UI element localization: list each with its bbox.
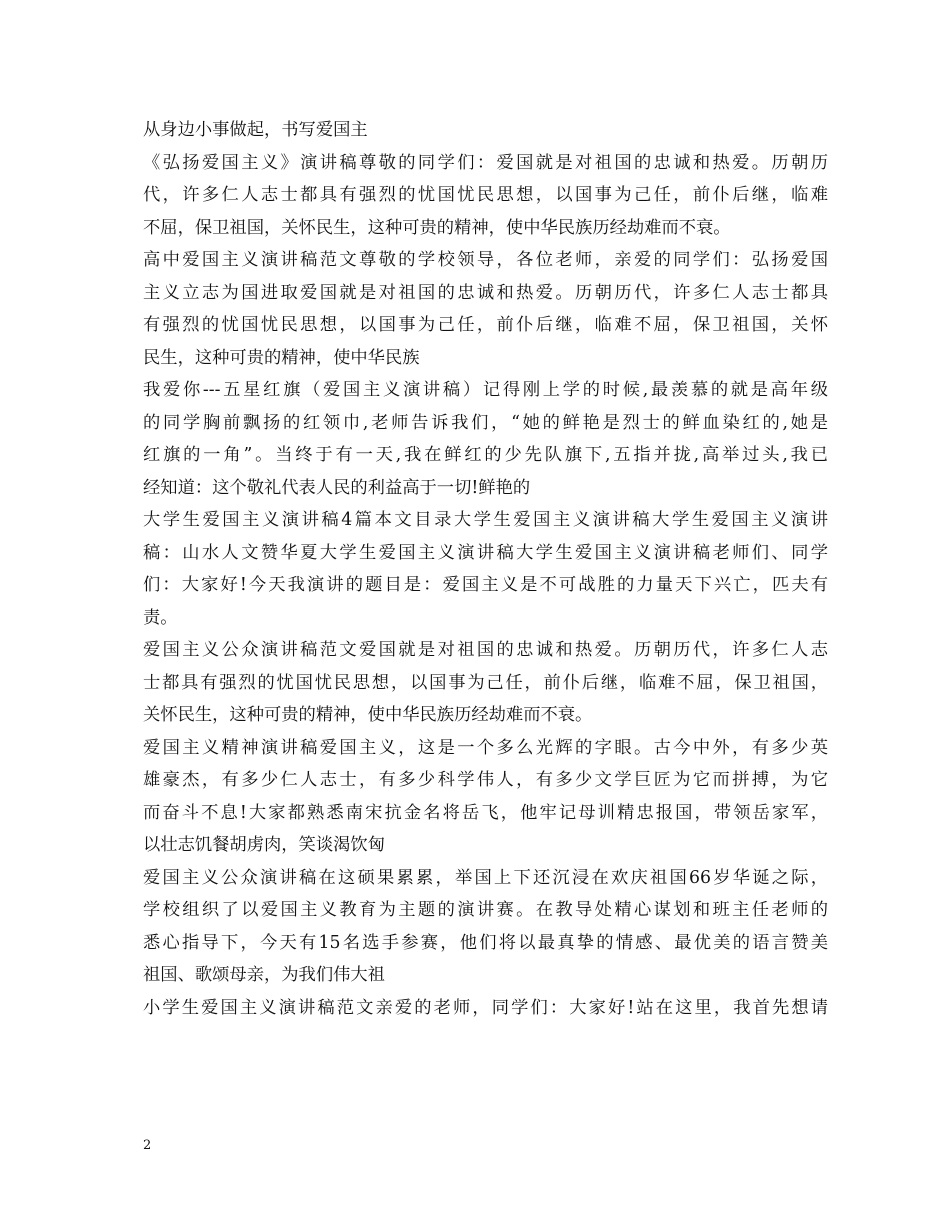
text-line: 有强烈的忧国忧民思想，以国事为己任，前仆后继，临难不屈，保卫祖国，关怀 <box>143 315 828 335</box>
text-line: 我爱你---五星红旗（爱国主义演讲稿）记得刚上学的时候,最羡慕的就是高年级 <box>143 380 828 400</box>
text-line: 高中爱国主义演讲稿范文尊敬的学校领导，各位老师，亲爱的同学们：弘扬爱国 <box>143 250 828 270</box>
text-line: 红旗的一角”。当终于有一天,我在鲜红的少先队旗下,五指并拢,高举过头,我已 <box>143 445 828 465</box>
text-line: 稿：山水人文赞华夏大学生爱国主义演讲稿大学生爱国主义演讲稿老师们、同学 <box>143 542 828 563</box>
text-line: 代，许多仁人志士都具有强烈的忧国忧民思想，以国事为己任，前仆后继，临难 <box>143 185 828 205</box>
text-line: 悉心指导下，今天有15名选手参赛，他们将以最真挚的情感、最优美的语言赞美 <box>143 932 828 953</box>
text-line: 不屈，保卫祖国，关怀民生，这种可贵的精神，使中华民族历经劫难而不衰。 <box>143 217 731 238</box>
text-line: 们：大家好!今天我演讲的题目是：爱国主义是不可战胜的力量天下兴亡，匹夫有 <box>143 575 828 595</box>
text-line: 大学生爱国主义演讲稿4篇本文目录大学生爱国主义演讲稿大学生爱国主义演讲 <box>143 510 828 530</box>
text-line: 学校组织了以爱国主义教育为主题的演讲赛。在教导处精心谋划和班主任老师的 <box>143 900 828 920</box>
document-body <box>143 114 828 1024</box>
text-line: 祖国、歌颂母亲，为我们伟大祖 <box>143 965 385 985</box>
text-line: 士都具有强烈的忧国忧民思想，以国事为己任，前仆后继，临难不屈，保卫祖国， <box>143 672 828 693</box>
text-line: 小学生爱国主义演讲稿范文亲爱的老师，同学们：大家好!站在这里，我首先想请 <box>143 997 828 1018</box>
text-line: 爱国主义公众演讲稿范文爱国就是对祖国的忠诚和热爱。历朝历代，许多仁人志 <box>143 640 828 660</box>
text-line: 主义立志为国进取爱国就是对祖国的忠诚和热爱。历朝历代，许多仁人志士都具 <box>143 282 828 303</box>
text-line: 雄豪杰，有多少仁人志士，有多少科学伟人，有多少文学巨匠为它而拼搏，为它 <box>143 770 828 790</box>
text-line: 而奋斗不息!大家都熟悉南宋抗金名将岳飞，他牢记母训精忠报国，带领岳家军， <box>143 802 828 823</box>
text-line: 以壮志饥餐胡虏肉，笑谈渴饮匈 <box>143 835 385 855</box>
text-line: 关怀民生，这种可贵的精神，使中华民族历经劫难而不衰。 <box>143 705 593 725</box>
text-line: 爱国主义精神演讲稿爱国主义，这是一个多么光辉的字眼。古今中外，有多少英 <box>143 737 828 758</box>
page-number: 2 <box>143 1138 152 1153</box>
text-line: 从身边小事做起，书写爱国主 <box>143 120 368 140</box>
text-line: 《弘扬爱国主义》演讲稿尊敬的同学们：爱国就是对祖国的忠诚和热爱。历朝历 <box>143 152 828 173</box>
text-line: 民生，这种可贵的精神，使中华民族 <box>143 347 420 368</box>
text-line: 爱国主义公众演讲稿在这硕果累累，举国上下还沉浸在欢庆祖国66岁华诞之际， <box>143 867 828 888</box>
text-line: 经知道：这个敬礼代表人民的利益高于一切!鲜艳的 <box>143 477 531 498</box>
text-line: 责。 <box>143 607 178 628</box>
text-line: 的同学胸前飘扬的红领巾,老师告诉我们，“她的鲜艳是烈士的鲜血染红的,她是 <box>143 412 828 433</box>
